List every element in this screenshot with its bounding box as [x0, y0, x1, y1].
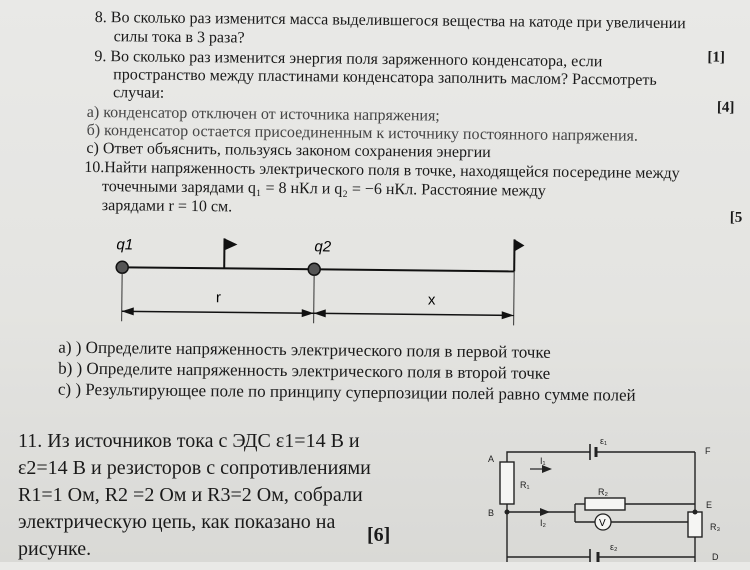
q11-line4: электрическую цепь, как показано на [18, 509, 371, 536]
q9-line3: случаи: [113, 84, 164, 103]
q8-line2: силы тока в 3 раза? [114, 28, 245, 47]
label-node-f: F [705, 446, 711, 456]
charge-q1-dot [116, 261, 128, 273]
q9-case-b: б) конденсатор остается присоединенным к источнику постоянного напряжения. [87, 122, 638, 146]
q10-mark: [5 [730, 210, 743, 227]
resistor-r2 [585, 498, 625, 510]
circuit-diagram [480, 432, 750, 562]
q10-line3: зарядами r = 10 см. [102, 197, 232, 216]
voltmeter-label: V [599, 518, 606, 529]
label-q2: q2 [314, 238, 332, 255]
current-i2-arrow [540, 508, 550, 516]
label-node-a: A [488, 454, 494, 464]
arrow-r-left [122, 307, 134, 315]
q11-line3: R1=1 Ом, R2 =2 Ом и R3=2 Ом, собрали [18, 482, 371, 509]
label-node-e: E [706, 500, 712, 510]
resistor-r1 [500, 462, 514, 504]
resistor-r3 [688, 512, 702, 537]
dim-tick-left [122, 273, 123, 321]
q10-part-a: a) ) Определите напряженность электрического поля в первой точке [58, 339, 551, 362]
q9-case-a: а) конденсатор отключен от источника напряжения; [87, 104, 440, 126]
label-i2: I₂ [540, 518, 547, 528]
q11-text [18, 428, 371, 563]
node-e [693, 510, 698, 515]
q10-part-b: b) ) Определите напряженность электрического поля в второй точке [58, 360, 550, 383]
q11-line1: 11. Из источников тока с ЭДС ε1=14 В и [18, 428, 371, 455]
q9-line2: пространство между пластинами конденсатора заполнить маслом? Рассмотреть [113, 66, 657, 90]
q10-line2: точечными зарядами q₁ = 8 нКл и q₂ = −6 нКл. Расстояние между [102, 178, 546, 201]
label-node-d: D [712, 552, 719, 562]
label-r1: R₁ [520, 480, 530, 490]
q9-case-c: с) Ответ объяснить, пользуясь законом сохранения энергии [86, 140, 491, 162]
label-r2: R₂ [598, 487, 608, 497]
flag-point-2 [514, 239, 524, 251]
q11-line5: рисунке. [18, 536, 371, 563]
dim-tick-right [514, 271, 515, 325]
q9-line1: 9. Во сколько раз изменится энергия поля заряженного конденсатора, если [94, 48, 602, 71]
q9-mark: [4] [717, 100, 735, 117]
charges-diagram [92, 229, 533, 329]
arrow-x-left [314, 309, 326, 317]
q10-line1: 10.Найти напряженность электрического поля в точке, находящейся посередине между [84, 159, 680, 183]
label-emf-e1: ε₁ [600, 436, 607, 446]
arrow-x-right [502, 311, 514, 319]
node-b [505, 510, 510, 515]
label-r: r [216, 289, 221, 306]
q11-mark: [6] [367, 524, 390, 547]
q8-line1: 8. Во сколько раз изменится масса выделившегося вещества на катоде при увеличении [95, 9, 686, 33]
charge-q2-dot [308, 263, 320, 275]
label-r3: R₃ [710, 522, 720, 532]
label-node-b: B [488, 508, 494, 518]
flag-point-1 [224, 238, 237, 250]
label-q1: q1 [116, 236, 133, 253]
wire-top-left [507, 452, 590, 462]
q10-part-c: c) ) Результирующее поле по принципу суперпозиции полей равно сумме полей [58, 381, 636, 405]
label-x: x [428, 291, 436, 308]
q8-mark: [1] [707, 49, 725, 66]
q11-line2: ε2=14 В и резисторов с сопротивлениями [18, 455, 371, 482]
arrow-r-right [302, 309, 314, 317]
dim-tick-mid [314, 275, 315, 323]
label-i1: I₁ [540, 456, 546, 466]
label-emf-e2: ε₂ [610, 542, 618, 552]
